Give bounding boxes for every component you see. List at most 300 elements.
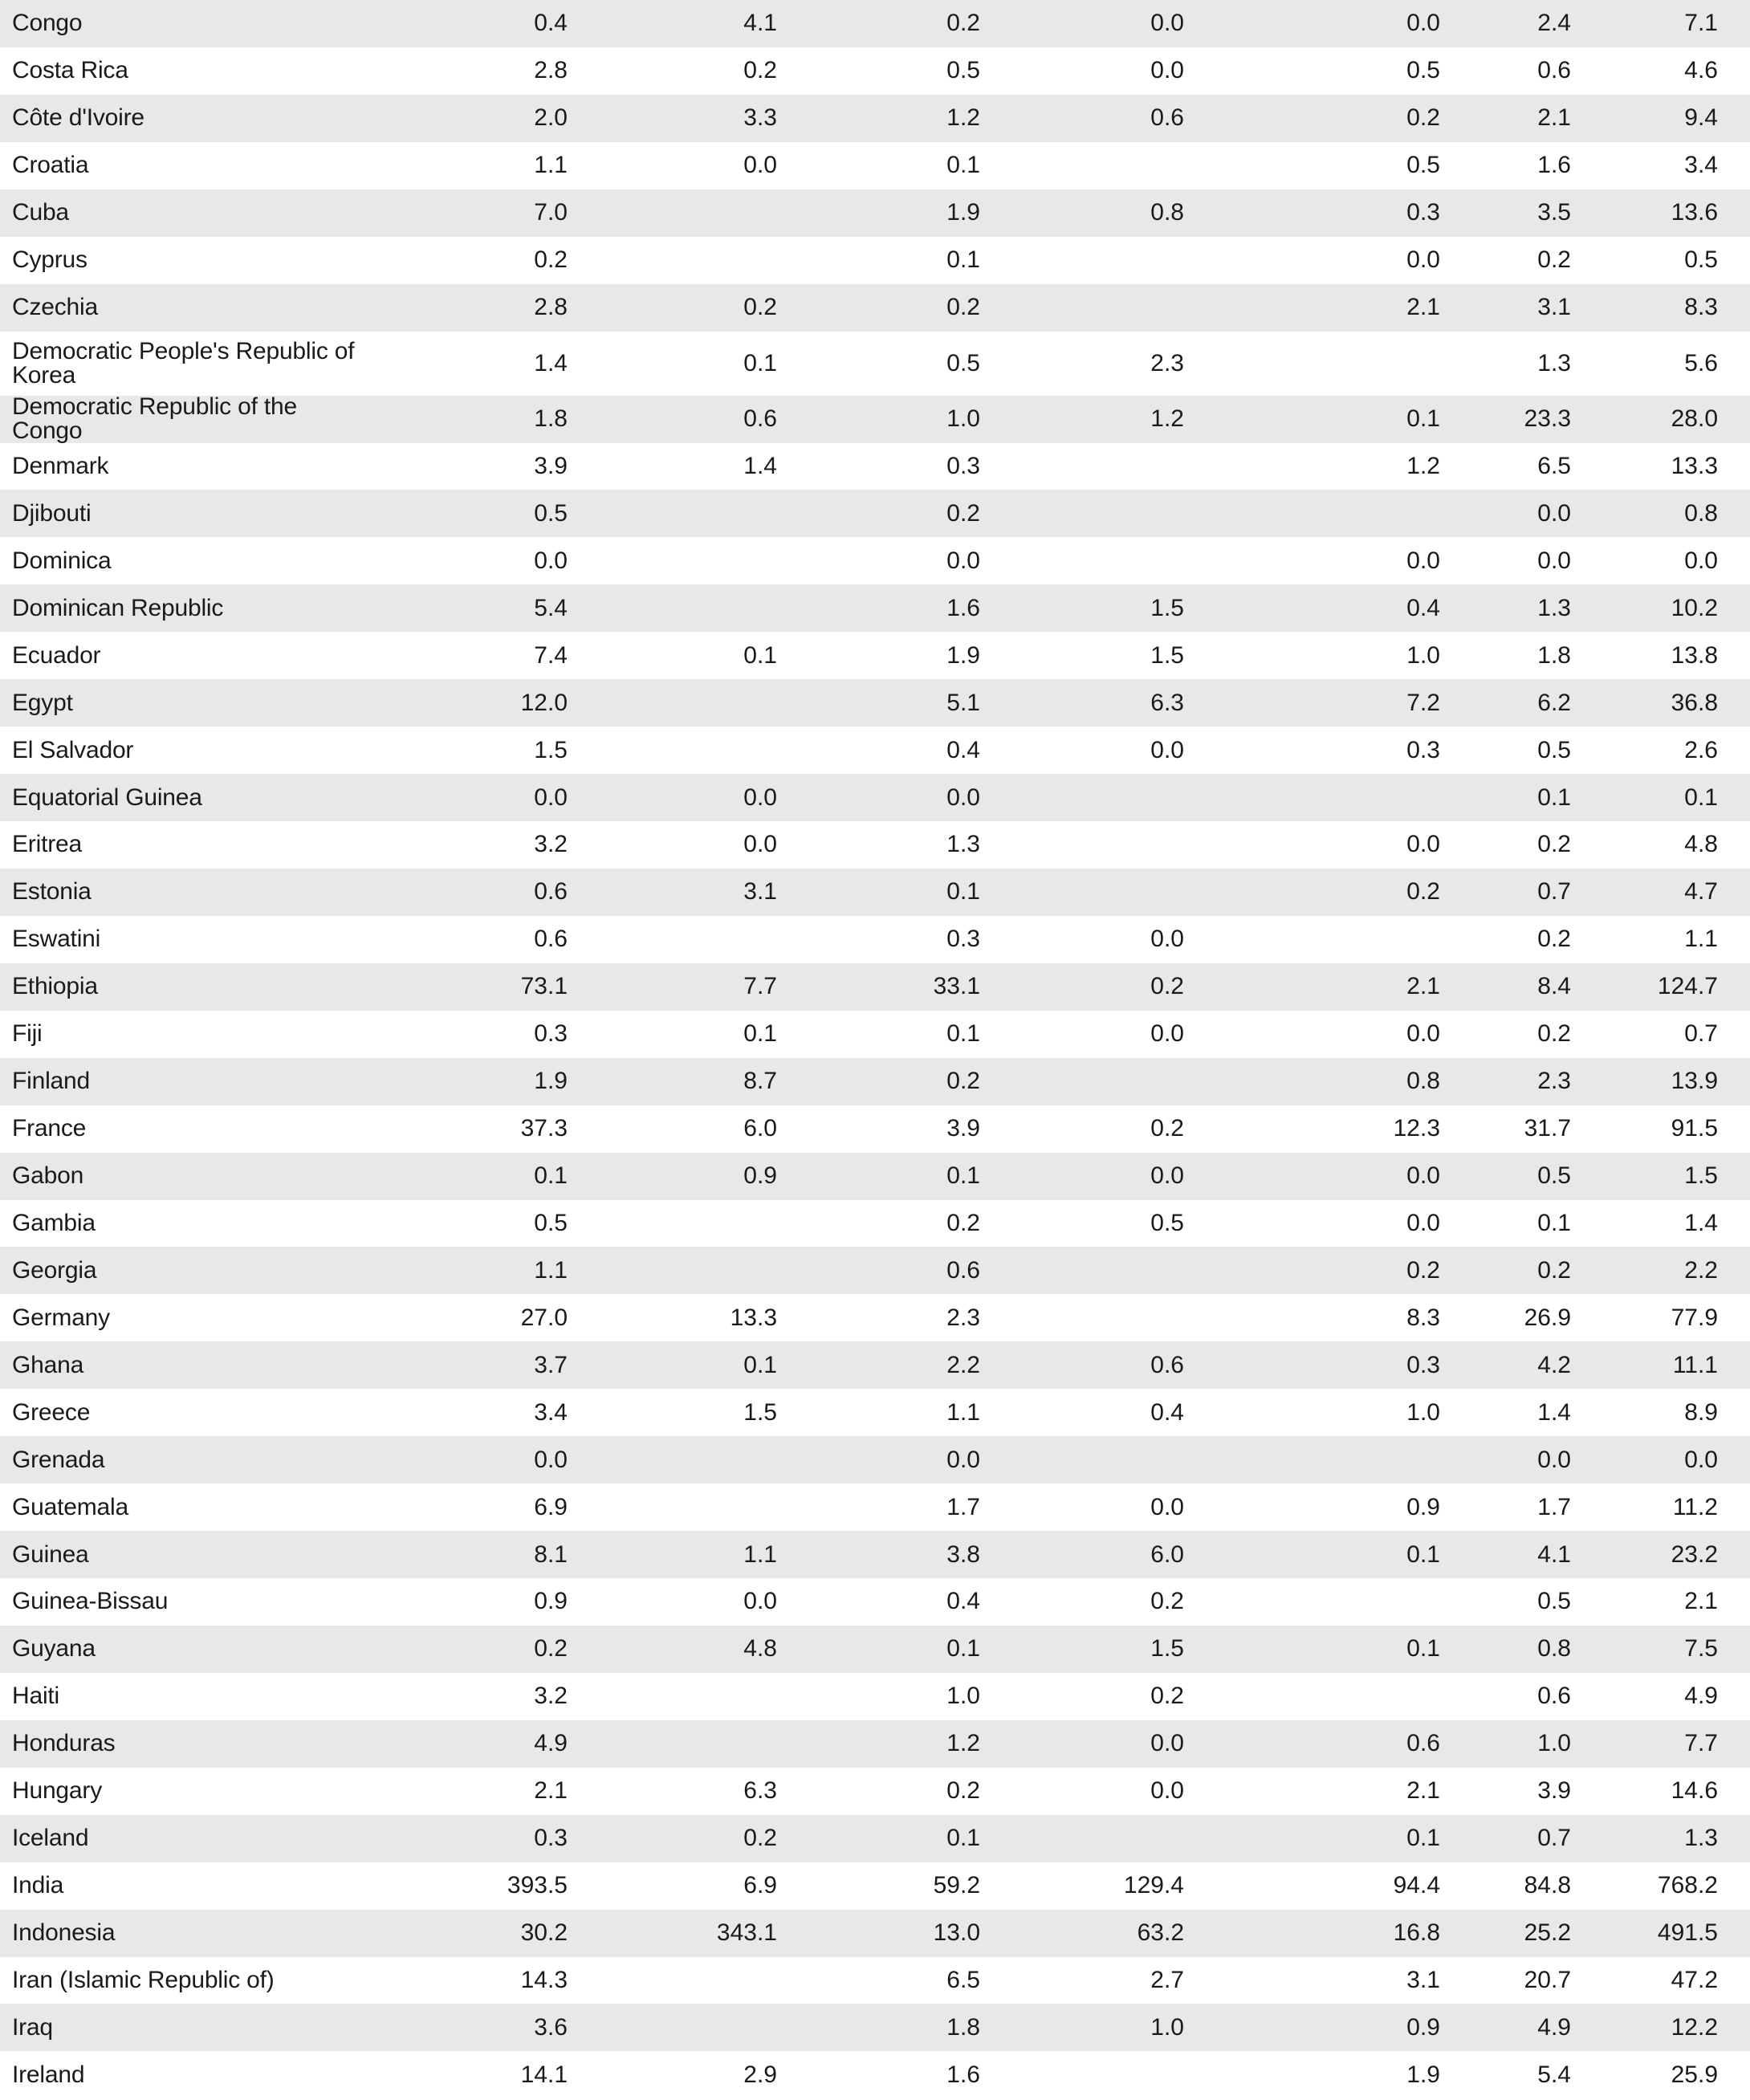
value-cell-col1: 0.6: [534, 926, 568, 953]
value-cell-col4: 6.0: [1150, 1540, 1184, 1568]
value-cell-col3: 3.9: [946, 1115, 980, 1142]
value-cell-col1: 3.7: [534, 1351, 568, 1378]
value-cell-col5: 7.2: [1406, 689, 1440, 716]
table-row: [0, 1673, 1750, 1720]
table-row: [0, 821, 1750, 869]
value-cell-col2: 0.2: [743, 57, 777, 84]
country-name: Dominica: [12, 547, 112, 574]
value-cell-col3: 0.1: [946, 1162, 980, 1190]
table-row: [0, 1200, 1750, 1247]
value-cell-col2: 0.1: [743, 641, 777, 669]
value-cell-col4: 2.3: [1150, 349, 1184, 376]
value-cell-col1: 6.9: [534, 1493, 568, 1520]
table-row: [0, 2004, 1750, 2051]
value-cell-col2: 1.4: [743, 452, 777, 479]
value-cell-col1: 0.3: [534, 1020, 568, 1048]
value-cell-col7: 1.3: [1684, 1825, 1718, 1852]
table-row: [0, 1626, 1750, 1673]
value-cell-col3: 1.3: [946, 831, 980, 858]
country-name: Haiti: [12, 1683, 60, 1710]
value-cell-col7: 4.8: [1684, 831, 1718, 858]
table-row: [0, 1058, 1750, 1105]
table-row: [0, 1815, 1750, 1862]
value-cell-col3: 0.3: [946, 926, 980, 953]
value-cell-col1: 0.0: [534, 547, 568, 574]
value-cell-col7: 28.0: [1671, 405, 1718, 433]
value-cell-col7: 7.5: [1684, 1635, 1718, 1662]
country-name: Croatia: [12, 152, 89, 179]
value-cell-col7: 11.1: [1672, 1351, 1718, 1378]
value-cell-col3: 0.2: [946, 10, 980, 37]
value-cell-col2: [617, 584, 777, 632]
value-cell-col3: 3.8: [946, 1540, 980, 1568]
value-cell-col6: 84.8: [1524, 1872, 1571, 1899]
value-cell-col5: 1.0: [1406, 641, 1440, 669]
table-row: [0, 963, 1750, 1011]
value-cell-col6: 3.5: [1537, 199, 1571, 226]
country-name: Ethiopia: [12, 973, 98, 1000]
value-cell-col3: 0.1: [946, 1635, 980, 1662]
value-cell-col4: 0.2: [1150, 1683, 1184, 1710]
value-cell-col6: 0.2: [1537, 246, 1571, 274]
value-cell-col5: 0.0: [1406, 547, 1440, 574]
table-row: [0, 1153, 1750, 1200]
country-name: Denmark: [12, 452, 109, 479]
value-cell-col2: [617, 2004, 777, 2051]
value-cell-col1: 3.9: [534, 452, 568, 479]
value-cell-col6: 0.5: [1537, 736, 1571, 763]
value-cell-col7: 2.2: [1684, 1256, 1718, 1284]
value-cell-col7: 10.2: [1671, 594, 1718, 621]
value-cell-col5: 0.0: [1406, 246, 1440, 274]
country-name: Gambia: [12, 1209, 96, 1236]
value-cell-col3: 1.6: [946, 2061, 980, 2088]
value-cell-col6: 0.7: [1537, 1825, 1571, 1852]
value-cell-col4: [1024, 1815, 1184, 1862]
country-name: Iraq: [12, 2013, 53, 2041]
value-cell-col1: 0.0: [534, 783, 568, 811]
value-cell-col4: 1.5: [1150, 641, 1184, 669]
value-cell-col4: 0.0: [1150, 1730, 1184, 1757]
table-row: [0, 726, 1750, 774]
country-name: Grenada: [12, 1446, 105, 1473]
value-cell-col3: 0.6: [946, 1256, 980, 1284]
country-name: Eritrea: [12, 831, 82, 858]
table-row: [0, 869, 1750, 916]
value-cell-col4: 1.2: [1150, 405, 1184, 433]
value-cell-col7: 0.1: [1684, 783, 1718, 811]
value-cell-col4: 0.2: [1150, 1588, 1184, 1615]
value-cell-col1: 0.9: [534, 1588, 568, 1615]
table-row: [0, 443, 1750, 490]
country-name: Cuba: [12, 199, 69, 226]
value-cell-col4: [1024, 142, 1184, 189]
value-cell-col4: 0.0: [1150, 1777, 1184, 1805]
value-cell-col1: 27.0: [520, 1304, 568, 1331]
value-cell-col6: 20.7: [1524, 1966, 1571, 1993]
value-cell-col4: [1024, 1436, 1184, 1483]
value-cell-col4: 1.5: [1150, 1635, 1184, 1662]
value-cell-col5: 8.3: [1406, 1304, 1440, 1331]
table-row: [0, 95, 1750, 142]
value-cell-col4: 0.5: [1150, 1209, 1184, 1236]
value-cell-col7: 4.9: [1684, 1683, 1718, 1710]
value-cell-col6: 0.5: [1537, 1162, 1571, 1190]
table-row: [0, 189, 1750, 237]
value-cell-col1: 3.6: [534, 2013, 568, 2041]
value-cell-col2: 0.0: [743, 152, 777, 179]
value-cell-col5: 2.1: [1406, 973, 1440, 1000]
country-name: Congo: [12, 10, 83, 37]
value-cell-col6: 1.8: [1537, 641, 1571, 669]
value-cell-col2: [617, 237, 777, 284]
value-cell-col2: 0.1: [743, 349, 777, 376]
country-name: Honduras: [12, 1730, 116, 1757]
value-cell-col2: [617, 1673, 777, 1720]
value-cell-col2: [617, 1957, 777, 2004]
table-row: [0, 1294, 1750, 1341]
country-name: Greece: [12, 1398, 91, 1426]
value-cell-col6: 0.8: [1537, 1635, 1571, 1662]
value-cell-col2: 4.1: [743, 10, 777, 37]
value-cell-col4: 2.7: [1150, 1966, 1184, 1993]
value-cell-col7: 13.3: [1671, 452, 1718, 479]
value-cell-col4: 0.0: [1150, 1162, 1184, 1190]
value-cell-col7: 1.5: [1684, 1162, 1718, 1190]
value-cell-col2: 8.7: [743, 1068, 777, 1095]
value-cell-col5: 0.3: [1406, 199, 1440, 226]
value-cell-col4: 0.4: [1150, 1398, 1184, 1426]
value-cell-col4: [1024, 774, 1184, 821]
value-cell-col4: 63.2: [1137, 1919, 1184, 1947]
table-row: [0, 584, 1750, 632]
value-cell-col5: 0.6: [1406, 1730, 1440, 1757]
value-cell-col1: 14.1: [520, 2061, 568, 2088]
value-cell-col3: 0.2: [946, 499, 980, 527]
table-row: [0, 2051, 1750, 2098]
value-cell-col7: 13.8: [1671, 641, 1718, 669]
value-cell-col5: 0.0: [1406, 1162, 1440, 1190]
value-cell-col3: 0.1: [946, 246, 980, 274]
value-cell-col5: 0.3: [1406, 1351, 1440, 1378]
value-cell-col6: 0.2: [1537, 831, 1571, 858]
value-cell-col7: 1.4: [1684, 1209, 1718, 1236]
value-cell-col2: 0.9: [743, 1162, 777, 1190]
value-cell-col7: 11.2: [1672, 1493, 1718, 1520]
value-cell-col2: 0.2: [743, 1825, 777, 1852]
value-cell-col6: 1.7: [1537, 1493, 1571, 1520]
value-cell-col6: 0.7: [1537, 878, 1571, 906]
table-row: [0, 774, 1750, 821]
value-cell-col4: [1024, 821, 1184, 869]
value-cell-col2: [617, 189, 777, 237]
value-cell-col3: 6.5: [946, 1966, 980, 1993]
country-name: Ghana: [12, 1351, 84, 1378]
value-cell-col6: 3.1: [1537, 294, 1571, 321]
value-cell-col7: 491.5: [1657, 1919, 1718, 1947]
country-name: Fiji: [12, 1020, 43, 1048]
value-cell-col7: 7.7: [1684, 1730, 1718, 1757]
table-row: [0, 1578, 1750, 1626]
value-cell-col5: 0.1: [1406, 405, 1440, 433]
country-name: Dominican Republic: [12, 594, 224, 621]
value-cell-col2: [617, 679, 777, 726]
country-name: El Salvador: [12, 736, 134, 763]
value-cell-col6: 0.2: [1537, 926, 1571, 953]
value-cell-col6: 0.0: [1537, 547, 1571, 574]
value-cell-col2: 2.9: [743, 2061, 777, 2088]
value-cell-col6: 5.4: [1537, 2061, 1571, 2088]
value-cell-col1: 5.4: [534, 594, 568, 621]
country-name: Guinea-Bissau: [12, 1588, 169, 1615]
value-cell-col6: 0.0: [1537, 499, 1571, 527]
value-cell-col1: 14.3: [520, 1966, 568, 1993]
value-cell-col2: 0.0: [743, 831, 777, 858]
value-cell-col2: [617, 1483, 777, 1531]
value-cell-col4: [1024, 237, 1184, 284]
value-cell-col6: 6.5: [1537, 452, 1571, 479]
value-cell-col5: 12.3: [1393, 1115, 1440, 1142]
country-name: Czechia: [12, 294, 98, 321]
table-row: [0, 0, 1750, 47]
value-cell-col4: 1.0: [1150, 2013, 1184, 2041]
value-cell-col4: [1024, 537, 1184, 584]
value-cell-col6: 4.1: [1537, 1540, 1571, 1568]
value-cell-col4: 0.0: [1150, 736, 1184, 763]
country-name: Germany: [12, 1304, 110, 1331]
value-cell-col1: 3.2: [534, 831, 568, 858]
table-row: [0, 632, 1750, 679]
value-cell-col5: 16.8: [1393, 1919, 1440, 1947]
value-cell-col5: 0.1: [1406, 1825, 1440, 1852]
value-cell-col3: 1.0: [946, 405, 980, 433]
value-cell-col7: 0.8: [1684, 499, 1718, 527]
value-cell-col2: 13.3: [730, 1304, 777, 1331]
value-cell-col1: 1.4: [534, 349, 568, 376]
value-cell-col5: 0.0: [1406, 1209, 1440, 1236]
value-cell-col4: [1024, 1294, 1184, 1341]
value-cell-col4: 129.4: [1123, 1872, 1184, 1899]
table-row: [0, 1247, 1750, 1294]
value-cell-col1: 0.0: [534, 1446, 568, 1473]
table-row: [0, 1720, 1750, 1768]
value-cell-col7: 77.9: [1671, 1304, 1718, 1331]
value-cell-col1: 3.4: [534, 1398, 568, 1426]
value-cell-col5: 0.8: [1406, 1068, 1440, 1095]
table-row: [0, 1011, 1750, 1058]
value-cell-col2: 3.3: [743, 104, 777, 132]
value-cell-col1: 2.8: [534, 57, 568, 84]
table-row: [0, 490, 1750, 537]
value-cell-col3: 33.1: [933, 973, 980, 1000]
value-cell-col4: 0.6: [1150, 104, 1184, 132]
country-name: India: [12, 1872, 64, 1899]
value-cell-col2: 6.9: [743, 1872, 777, 1899]
country-name: Ecuador: [12, 641, 101, 669]
value-cell-col5: 0.2: [1406, 104, 1440, 132]
value-cell-col2: [617, 490, 777, 537]
table-row: [0, 1389, 1750, 1436]
country-name: Democratic People's Republic of Korea: [12, 337, 355, 389]
value-cell-col2: 0.0: [743, 783, 777, 811]
country-name: Côte d'Ivoire: [12, 104, 144, 132]
value-cell-col6: 6.2: [1537, 689, 1571, 716]
value-cell-col2: [617, 1247, 777, 1294]
country-name: Iceland: [12, 1825, 89, 1852]
value-cell-col3: 1.8: [946, 2013, 980, 2041]
value-cell-col7: 768.2: [1657, 1872, 1718, 1899]
value-cell-col6: 0.6: [1537, 57, 1571, 84]
value-cell-col3: 0.1: [946, 152, 980, 179]
value-cell-col4: 0.2: [1150, 1115, 1184, 1142]
value-cell-col7: 3.4: [1684, 152, 1718, 179]
table-row: [0, 1483, 1750, 1531]
value-cell-col2: 0.0: [743, 1588, 777, 1615]
value-cell-col4: 0.0: [1150, 926, 1184, 953]
table-row: [0, 679, 1750, 726]
value-cell-col6: 0.1: [1537, 783, 1571, 811]
value-cell-col5: 1.0: [1406, 1398, 1440, 1426]
value-cell-col7: 4.6: [1684, 57, 1718, 84]
value-cell-col4: [1024, 490, 1184, 537]
value-cell-col6: 4.2: [1537, 1351, 1571, 1378]
country-name: Democratic Republic of the Congo: [12, 393, 297, 445]
value-cell-col6: 25.2: [1524, 1919, 1571, 1947]
value-cell-col7: 5.6: [1684, 349, 1718, 376]
table-row: [0, 142, 1750, 189]
value-cell-col1: 2.0: [534, 104, 568, 132]
value-cell-col6: 2.4: [1537, 10, 1571, 37]
table-row: [0, 537, 1750, 584]
value-cell-col7: 8.9: [1684, 1398, 1718, 1426]
value-cell-col7: 13.9: [1671, 1068, 1718, 1095]
value-cell-col6: 0.2: [1537, 1020, 1571, 1048]
value-cell-col6: 2.3: [1537, 1068, 1571, 1095]
value-cell-col6: 0.6: [1537, 1683, 1571, 1710]
value-cell-col2: [617, 1200, 777, 1247]
value-cell-col1: 1.1: [534, 152, 568, 179]
value-cell-col4: [1024, 284, 1184, 332]
value-cell-col6: 1.0: [1537, 1730, 1571, 1757]
value-cell-col3: 0.4: [946, 1588, 980, 1615]
value-cell-col5: 2.1: [1406, 294, 1440, 321]
value-cell-col5: 0.0: [1406, 10, 1440, 37]
value-cell-col1: 7.4: [534, 641, 568, 669]
value-cell-col5: 0.2: [1406, 1256, 1440, 1284]
value-cell-col5: 0.1: [1406, 1635, 1440, 1662]
country-name: Cyprus: [12, 246, 88, 274]
table-row: [0, 47, 1750, 95]
table-row: [0, 1910, 1750, 1957]
value-cell-col1: 7.0: [534, 199, 568, 226]
value-cell-col7: 23.2: [1671, 1540, 1718, 1568]
table-row: [0, 1436, 1750, 1483]
value-cell-col2: 4.8: [743, 1635, 777, 1662]
value-cell-col7: 2.1: [1684, 1588, 1718, 1615]
country-name: Hungary: [12, 1777, 102, 1805]
value-cell-col5: 3.1: [1406, 1966, 1440, 1993]
value-cell-col1: 30.2: [520, 1919, 568, 1947]
value-cell-col5: 0.0: [1406, 1020, 1440, 1048]
value-cell-col4: [1024, 1058, 1184, 1105]
value-cell-col7: 7.1: [1684, 10, 1718, 37]
value-cell-col3: 0.1: [946, 1020, 980, 1048]
value-cell-col1: 0.2: [534, 246, 568, 274]
table-row: [0, 1768, 1750, 1815]
value-cell-col2: [617, 916, 777, 963]
value-cell-col3: 0.4: [946, 736, 980, 763]
value-cell-col7: 13.6: [1671, 199, 1718, 226]
value-cell-col5: 0.0: [1406, 831, 1440, 858]
value-cell-col3: 0.2: [946, 294, 980, 321]
value-cell-col4: [1024, 1247, 1184, 1294]
value-cell-col5: 94.4: [1393, 1872, 1440, 1899]
country-name: Djibouti: [12, 499, 92, 527]
value-cell-col3: 2.3: [946, 1304, 980, 1331]
table-row: [0, 1341, 1750, 1389]
table-row: [0, 284, 1750, 332]
value-cell-col2: [617, 1720, 777, 1768]
country-name: Egypt: [12, 689, 73, 716]
value-cell-col1: 393.5: [507, 1872, 568, 1899]
value-cell-col1: 0.6: [534, 878, 568, 906]
value-cell-col2: 343.1: [716, 1919, 777, 1947]
value-cell-col7: 36.8: [1671, 689, 1718, 716]
table-row: [0, 1957, 1750, 2004]
country-name: Guatemala: [12, 1493, 128, 1520]
value-cell-col6: 26.9: [1524, 1304, 1571, 1331]
value-cell-col4: [1024, 869, 1184, 916]
value-cell-col5: 1.2: [1406, 452, 1440, 479]
value-cell-col7: 12.2: [1671, 2013, 1718, 2041]
value-cell-col1: 2.8: [534, 294, 568, 321]
value-cell-col7: 25.9: [1671, 2061, 1718, 2088]
value-cell-col2: 0.1: [743, 1020, 777, 1048]
value-cell-col6: 23.3: [1524, 405, 1571, 433]
value-cell-col2: [617, 537, 777, 584]
value-cell-col2: 6.0: [743, 1115, 777, 1142]
value-cell-col3: 0.2: [946, 1777, 980, 1805]
value-cell-col5: 0.2: [1406, 878, 1440, 906]
value-cell-col3: 1.1: [946, 1398, 980, 1426]
value-cell-col3: 2.2: [946, 1351, 980, 1378]
country-name: Finland: [12, 1068, 90, 1095]
value-cell-col1: 3.2: [534, 1683, 568, 1710]
value-cell-col6: 1.4: [1537, 1398, 1571, 1426]
value-cell-col1: 2.1: [534, 1777, 568, 1805]
value-cell-col3: 1.6: [946, 594, 980, 621]
value-cell-col4: [1024, 2051, 1184, 2098]
value-cell-col3: 0.3: [946, 452, 980, 479]
value-cell-col3: 0.0: [946, 547, 980, 574]
value-cell-col3: 0.2: [946, 1068, 980, 1095]
value-cell-col5: 0.4: [1406, 594, 1440, 621]
value-cell-col1: 12.0: [520, 689, 568, 716]
value-cell-col1: 0.2: [534, 1635, 568, 1662]
value-cell-col7: 91.5: [1671, 1115, 1718, 1142]
value-cell-col1: 0.1: [534, 1162, 568, 1190]
value-cell-col3: 5.1: [946, 689, 980, 716]
country-name: Georgia: [12, 1256, 97, 1284]
value-cell-col6: 0.2: [1537, 1256, 1571, 1284]
table-row: [0, 1862, 1750, 1910]
country-name: Equatorial Guinea: [12, 783, 202, 811]
value-cell-col3: 1.2: [946, 1730, 980, 1757]
value-cell-col3: 0.1: [946, 878, 980, 906]
value-cell-col6: 0.1: [1537, 1209, 1571, 1236]
value-cell-col6: 3.9: [1537, 1777, 1571, 1805]
value-cell-col4: 0.2: [1150, 973, 1184, 1000]
